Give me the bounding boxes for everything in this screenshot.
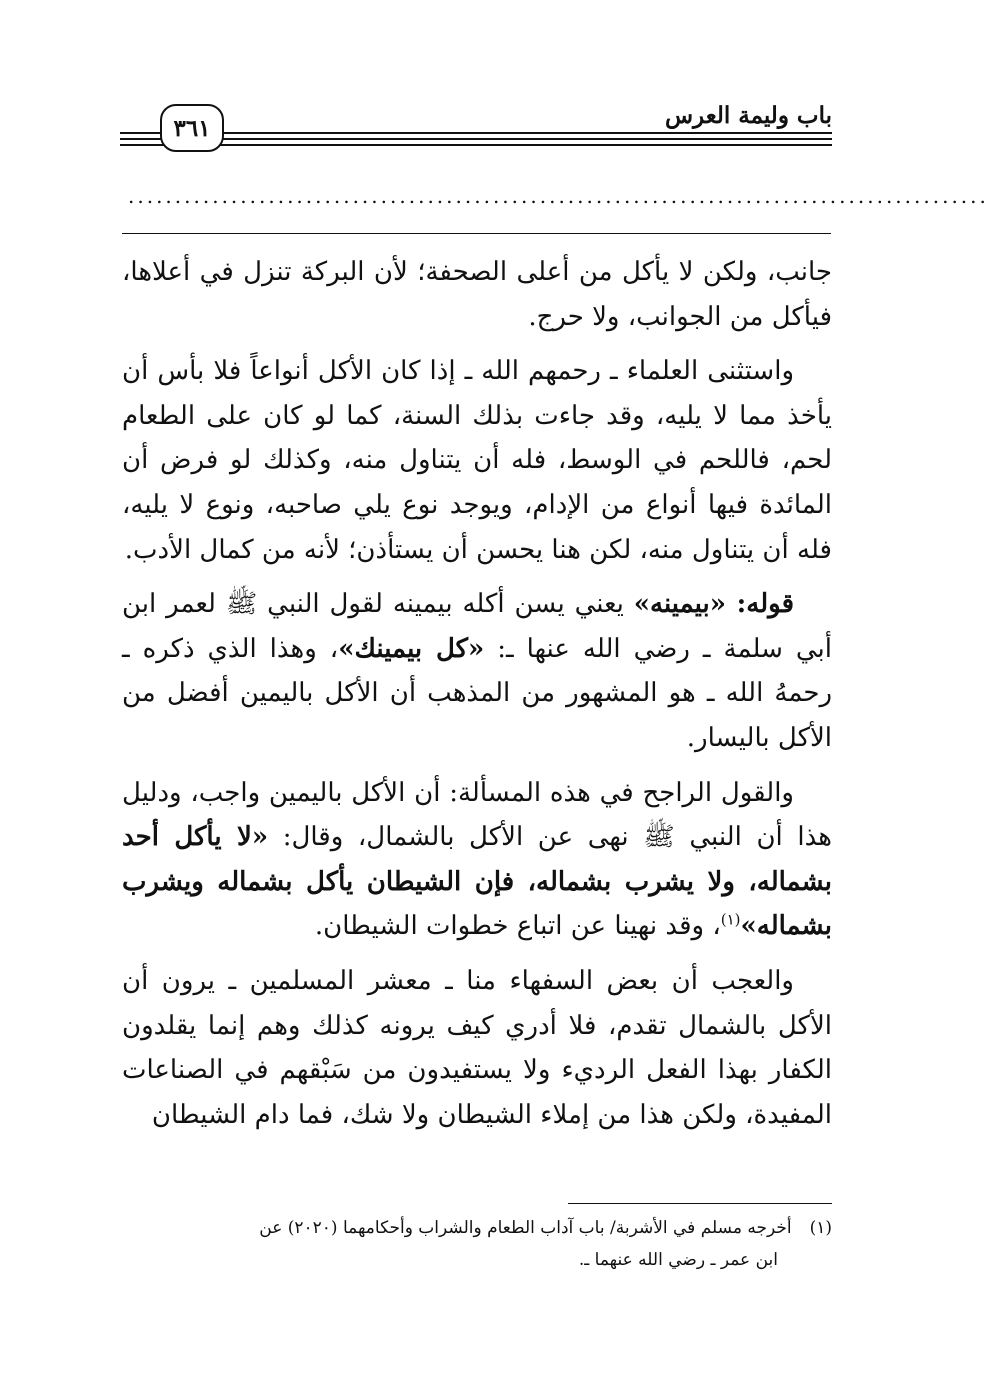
paragraph xyxy=(122,959,832,1137)
text-segment: ، وقد نهينا عن اتباع خطوات الشيطان. xyxy=(314,911,721,942)
paragraph xyxy=(122,250,832,339)
header-rule xyxy=(120,138,832,140)
text-segment: واستثنى العلماء ـ رحمهم الله ـ إذا كان الأكل أنواعاً فلا بأس أن يأخذ مما لا يليه، وقد جاءت بذلك السنة، كما لو كان على الطعام لحم، فاللحم في الوسط، فله أن يتناول منه، وكذلك لو فرض أن المائدة فيها أنواع من الإدام، ويوجد نوع يلي صاحبه، ونوع لا يليه، فله أن يتناول منه، لكن هنا يحسن أن يستأذن؛ لأنه من كمال الأدب. xyxy=(122,356,832,565)
paragraph xyxy=(122,771,832,949)
text-segment: ، وهذا الذي ذكره ـ رحمهُ الله ـ هو المشهور من المذهب أن الأكل باليمين أفضل من الأكل باليسار. xyxy=(122,633,832,753)
dotted-separator: ............................................................................................ xyxy=(128,184,989,208)
body-text xyxy=(122,250,832,1147)
text-segment: والقول الراجح في هذه المسألة: أن الأكل باليمين واجب، ودليل هذا أن النبي ﷺ نهى عن الأكل بالشمال، وقال: xyxy=(122,777,832,853)
footnote-reference: (١) xyxy=(720,910,741,929)
chapter-title: باب وليمة العرس xyxy=(664,102,832,129)
text-segment: يعني يسن أكله بيمينه لقول النبي ﷺ لعمر ابن أبي سلمة ـ رضي الله عنها ـ: xyxy=(122,589,832,664)
paragraph xyxy=(122,582,832,760)
page-header xyxy=(120,96,832,156)
footnote-line-1: أخرجه مسلم في الأشربة/ باب آداب الطعام والشراب وأحكامهما (٢٠٢٠) عن xyxy=(259,1218,792,1238)
quoted-text: «لا يأكل أحد بشماله، ولا يشرب بشماله، فإن الشيطان يأكل بشماله ويشرب بشماله» xyxy=(122,822,832,942)
quoted-text: «كل بيمينك» xyxy=(338,633,485,664)
text-segment: جانب، ولكن لا يأكل من أعلى الصحفة؛ لأن البركة تنزل في أعلاها، فيأكل من الجوانب، ولا حرج. xyxy=(122,257,832,332)
quoted-text: قوله: «بيمينه» xyxy=(633,589,794,620)
footnote-line-2: ابن عمر ـ رضي الله عنهما ـ. xyxy=(578,1250,778,1270)
text-segment: والعجب أن بعض السفهاء منا ـ معشر المسلمين ـ يرون أن الأكل بالشمال تقدم، فلا أدري كيف يرونه كذلك وهم إنما يقلدون الكفار بهذا الفعل الرديء ولا يستفيدون من سَبْقهم في الصناعات المفيدة، ولكن هذا من إملاء الشيطان ولا شك، فما دام الشيطان xyxy=(122,965,832,1130)
page-number: ٣٦١ xyxy=(160,104,224,152)
header-rule xyxy=(120,132,832,134)
paragraph xyxy=(122,349,832,572)
footnote xyxy=(122,1212,832,1276)
separator-rule xyxy=(122,233,831,234)
footnote-rule xyxy=(568,1203,832,1204)
header-rule xyxy=(120,144,832,146)
footnote-number: (١) xyxy=(809,1218,832,1238)
